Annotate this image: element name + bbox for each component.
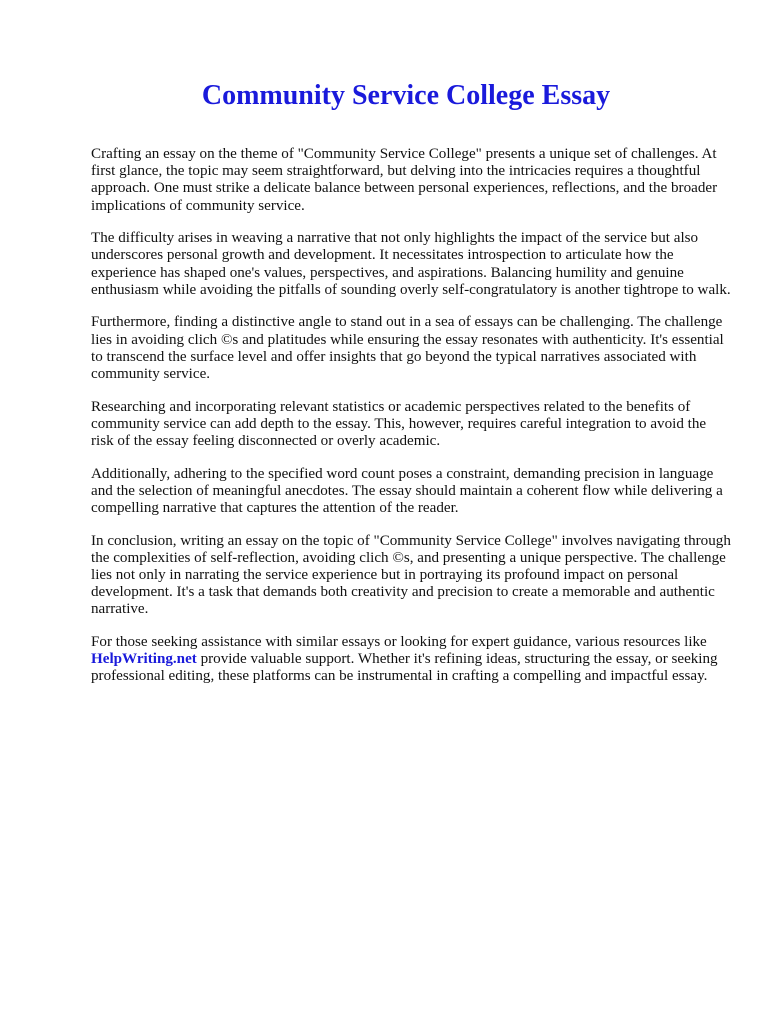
paragraph-intro: Crafting an essay on the theme of "Community Service College" presents a unique set of challenges. At first glance, the topic may seem straightforward, but delving into the intricacies requires a thoughtful approach. One must strike a delicate balance between personal experiences, reflections, and the broader implications of community service.	[91, 146, 718, 214]
paragraph-word-count: Additionally, adhering to the specified word count poses a constraint, demanding precision in language and the selection of meaningful anecdotes. The essay should maintain a coherent flow while delivering a compelling narrative that captures the attention of the reader.	[91, 465, 723, 517]
helpwriting-link[interactable]: HelpWriting.net	[91, 651, 197, 668]
paragraph-distinctive-angle: Furthermore, finding a distinctive angle to stand out in a sea of essays can be challenging. The challenge lies in avoiding clich ©s and platitudes while ensuring the essay resonates with authenticity. It's essential to transcend the surface level and offer insights that go beyond the typical narratives associated with community service.	[91, 314, 724, 383]
resources-text-after-link: provide valuable support. Whether it's refining ideas, structuring the essay, or seeking professional editing, these platforms can be instrumental in crafting a compelling and impactful essay.	[91, 651, 718, 685]
paragraph-resources	[91, 634, 731, 686]
paragraph-conclusion: In conclusion, writing an essay on the topic of "Community Service College" involves navigating through the complexities of self-reflection, avoiding clich ©s, and presenting a unique perspective. The challenge lies not only in narrating the service experience but in portraying its profound impact on personal development. It's a task that demands both creativity and precision to create a memorable and authentic narrative.	[91, 532, 731, 618]
paragraph-difficulty: The difficulty arises in weaving a narrative that not only highlights the impact of the service but also underscores personal growth and development. It necessitates introspection to articulate how the experience has shaped one's values, perspectives, and aspirations. Balancing humility and genuine enthusiasm while avoiding the pitfalls of sounding overly self-congratulatory is another tightrope to walk.	[91, 230, 731, 298]
document-body	[91, 146, 731, 701]
paragraph-research: Researching and incorporating relevant statistics or academic perspectives related to the benefits of community service can add depth to the essay. This, however, requires careful integration to avoid the risk of the essay feeling disconnected or overly academic.	[91, 398, 707, 450]
resources-text-before-link: For those seeking assistance with similar essays or looking for expert guidance, various resources like	[91, 634, 707, 651]
document-title: Community Service College Essay	[201, 80, 611, 111]
